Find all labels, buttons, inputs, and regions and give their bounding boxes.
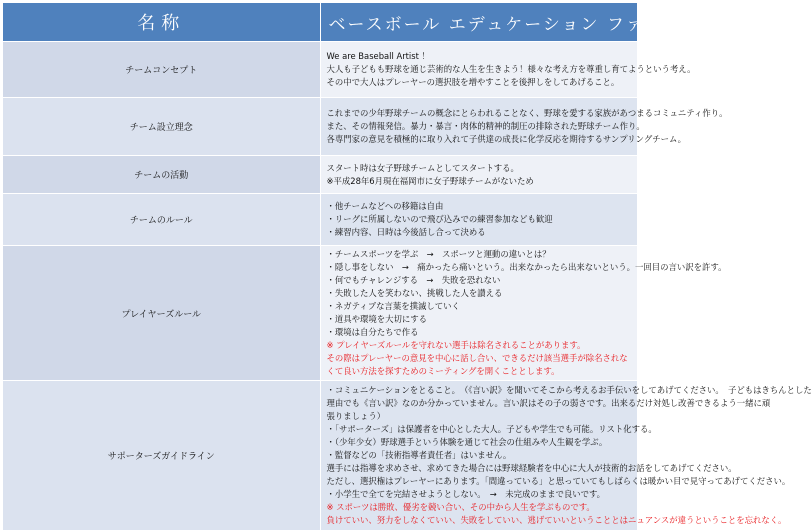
- content-line: 選手には指導を求めさせ、求めてきた場合には野球経験者を中心に大人が技術的お話をしてあげてください。: [326, 463, 737, 473]
- content-line: また、その情報発信。暴力・暴言・肉体的精神的制圧の排除された野球チーム作り。: [326, 121, 645, 131]
- row-label: チームの活動: [3, 156, 321, 194]
- content-line: ・道具や環境を大切にする: [326, 314, 427, 324]
- row-label: チーム設立理念: [3, 98, 321, 156]
- content-line: その中で大人はプレーヤーの選択肢を増やすことを後押しをしてあげること。: [326, 77, 620, 87]
- row-content: [320, 194, 638, 246]
- table-row: [3, 42, 638, 98]
- content-line: スタート時は女子野球チームとしてスタートする。: [326, 162, 519, 173]
- header-title-cell: ベースボール エデュケーション ファミリーズ（仮）: [320, 3, 638, 42]
- row-label: チームコンセプト: [3, 42, 321, 98]
- content-line: 理由でも《言い訳》なのか分かっていません。言い訳はその子の弱さです。出来るだけ対処し改善できるよう一緒に頑: [326, 398, 771, 408]
- content-line: これまでの少年野球チームの概念にとらわれることなく、野球を愛する家族があつまるコミュニティ作り。: [326, 108, 728, 118]
- row-content: [320, 156, 638, 194]
- content-line: ・小学生で全てを完結させようとしない。 → 未完成のままで良いです。: [326, 489, 606, 499]
- content-line: ・リーグに所属しないので飛び込みでの練習参加なども歓迎: [326, 214, 553, 224]
- table-row: [3, 194, 638, 246]
- row-label: プレイヤーズルール: [3, 246, 321, 381]
- team-profile-table: [2, 2, 812, 531]
- note-line: その際はプレーヤーの意見を中心に話し合い、できるだけ該当選手が除名されなくて良い方法を探すためのミーティングを開くこととします。: [326, 353, 628, 376]
- row-content: [320, 381, 812, 531]
- content-line: ・監督などの「技術指導者責任者」はいません。: [326, 450, 512, 460]
- content-line: 張りましょう）: [326, 411, 386, 421]
- content-line: ただし、選択権はプレーヤーにあります。「間違っている」と思っていてもしばらくは暖かい目で見守ってあげてください。: [326, 476, 791, 486]
- table-row: [3, 381, 638, 531]
- row-label: サポーターズガイドライン: [3, 381, 321, 531]
- content-line: ・何でもチャレンジする → 失敗を恐れない: [326, 275, 501, 285]
- content-line: ・環境は自分たちで作る: [326, 327, 419, 337]
- content-line: ・他チームなどへの移籍は自由: [326, 201, 444, 211]
- table-row: [3, 98, 638, 156]
- content-line: ・隠し事をしない → 痛かったら痛いという。出来なかったら出来ないという。一回目の言い訳を許す。: [326, 262, 727, 272]
- note-line: ※ スポーツは勝敗、優劣を競い合い、その中から人生を学ぶものです。: [326, 502, 595, 512]
- row-content: [320, 246, 727, 381]
- content-line: ・練習内容、日時は今後話し合って決める: [326, 227, 486, 237]
- content-line: ・（少年少女）野球選手という体験を通じて社会の仕組みや人生観を学ぶ。: [326, 437, 608, 447]
- note-line: ※ プレイヤーズルールを守れない選手は除名されることがあります。: [326, 340, 586, 350]
- row-content: [320, 42, 696, 98]
- content-line: 大人も子どもも野球を通じ芸術的な人生を生きよう！様々な考え方を尊重し育てようという考え。: [326, 64, 696, 74]
- content-line: We are Baseball Artist ！: [326, 51, 430, 61]
- row-label: チームのルール: [3, 194, 321, 246]
- content-line: ・失敗した人を笑わない、挑戦した人を讃える: [326, 288, 503, 298]
- note-line: 負けていい、努力をしなくていい、失敗をしていい、逃げていいということとはニュアンスが違うということを忘れなく。: [326, 515, 787, 525]
- content-line: ※平成28年6月現在福岡市に女子野球チームがないため: [326, 175, 534, 186]
- content-line: ・ネガティブな言葉を撲滅していく: [326, 301, 460, 311]
- content-line: 各専門家の意見を積極的に取り入れて子供達の成長に化学反応を期待するサンプリングチーム。: [326, 134, 686, 144]
- table-row: [3, 246, 638, 381]
- row-content: [320, 98, 728, 156]
- header-name-cell: 名称: [3, 3, 321, 42]
- content-line: ・「サポーターズ」は保護者を中心とした大人。子どもや学生でも可能。リスト化する。: [326, 424, 657, 434]
- table-row: [3, 156, 638, 194]
- header-row: [3, 3, 638, 42]
- content-line: ・コミュニケーションをとること。 （《言い訳》を聞いてそこから考えるお手伝いをしてあげてください。 子どもはきちんとした: [326, 385, 812, 395]
- content-line: ・チームスポーツを学ぶ → スポーツと運動の違いとは？: [326, 249, 551, 259]
